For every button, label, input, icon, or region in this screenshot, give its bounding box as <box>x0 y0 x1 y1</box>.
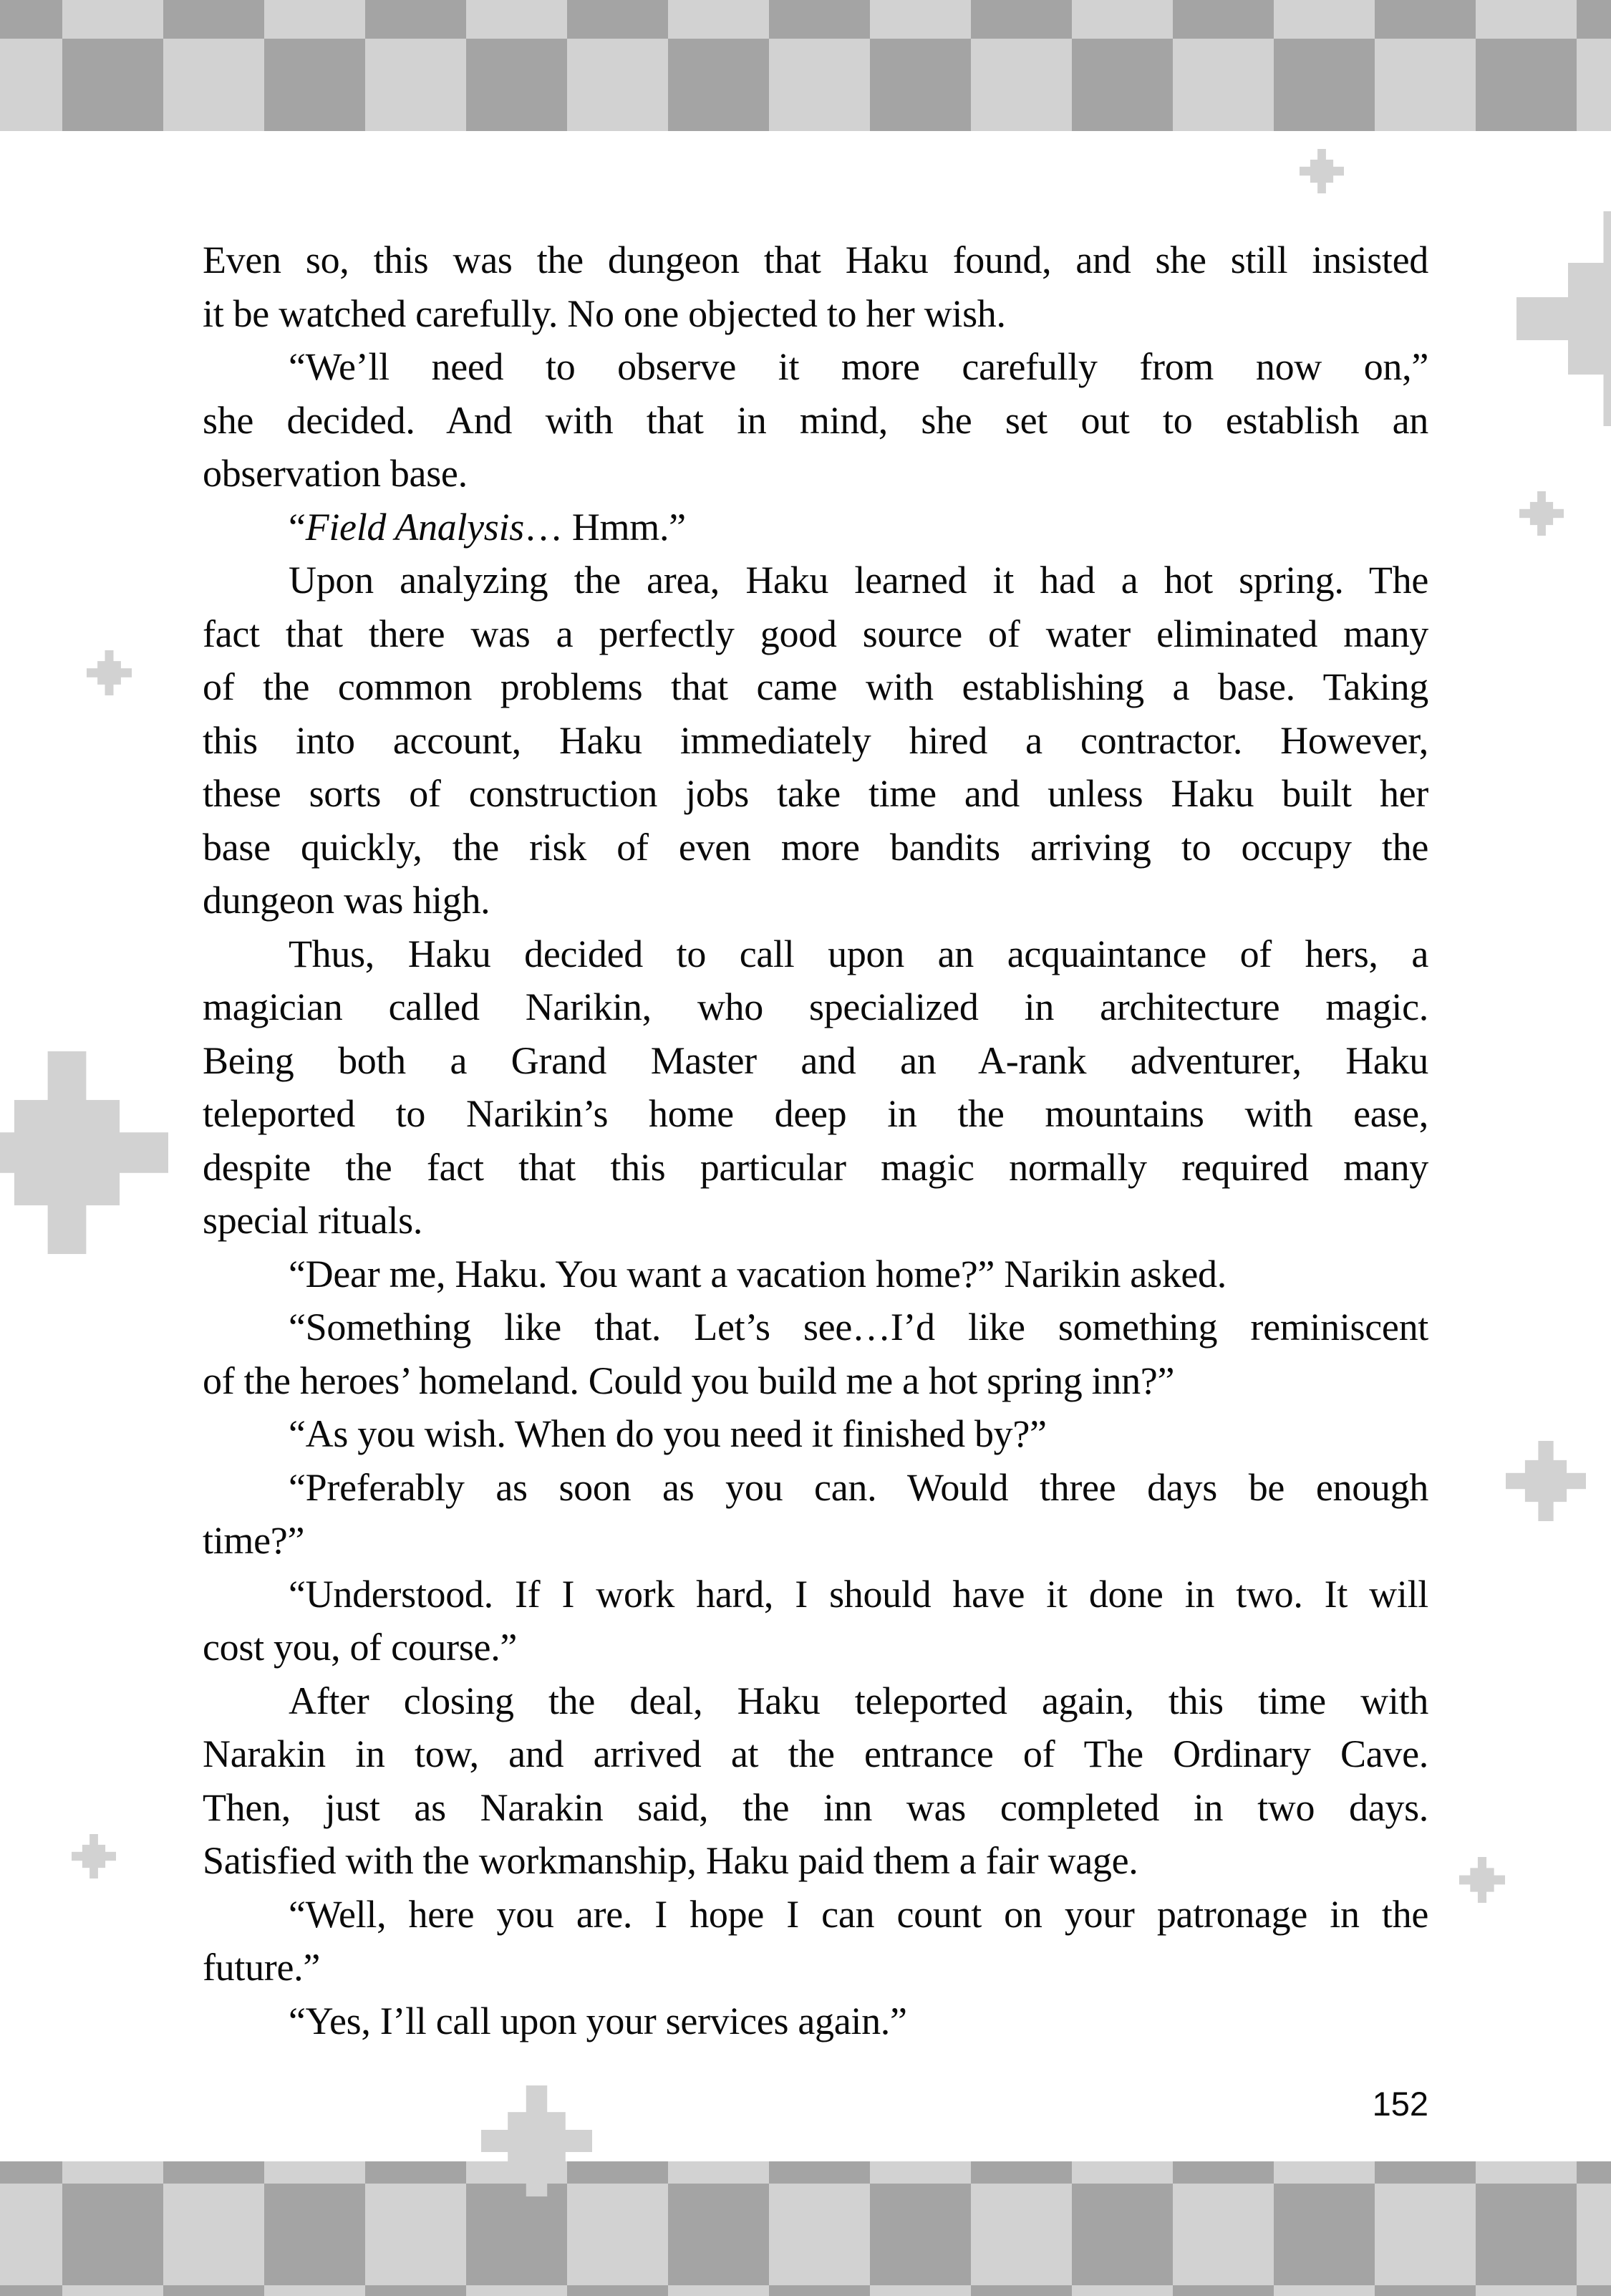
pixel-cross-icon <box>1300 149 1344 193</box>
text-line: After closing the deal, Haku teleported again, this time with <box>289 1679 1428 1722</box>
page-number-row <box>203 2085 1428 2123</box>
page-number: 152 <box>1372 2085 1428 2123</box>
plain-text: “ <box>289 505 306 549</box>
paragraph <box>203 554 1428 927</box>
text-line: Thus, Haku decided to call upon an acquaintance of hers, a <box>289 932 1428 975</box>
paragraph <box>203 1301 1428 1407</box>
body-text <box>203 233 1428 2047</box>
text-line <box>203 501 1428 554</box>
text-line: “Yes, I’ll call upon your services again.” <box>289 1999 907 2042</box>
paragraph <box>203 1407 1428 1461</box>
text-line: Being both a Grand Master and an A-rank adventurer, Haku <box>203 1038 1428 1082</box>
italic-text: Field Analysis <box>305 505 524 549</box>
pixel-cross-icon <box>1506 1441 1586 1521</box>
text-line: these sorts of construction jobs take time and unless Haku built her <box>203 772 1428 815</box>
plain-text: … Hmm.” <box>523 505 686 549</box>
text-line: cost you, of course.” <box>203 1626 518 1669</box>
paragraph <box>203 1888 1428 1994</box>
text-line: observation base. <box>203 452 468 495</box>
paragraph <box>203 1568 1428 1674</box>
text-line: “Preferably as soon as you can. Would three days be enough <box>289 1465 1428 1509</box>
text-line: time?” <box>203 1519 305 1562</box>
paragraph <box>203 1674 1428 1888</box>
text-line: “Something like that. Let’s see…I’d like something reminiscent <box>289 1306 1428 1349</box>
pixel-cross-icon <box>0 1051 168 1254</box>
paragraph <box>203 1248 1428 1301</box>
text-line: special rituals. <box>203 1199 423 1242</box>
text-line: of the heroes’ homeland. Could you build me a hot spring inn?” <box>203 1359 1175 1402</box>
text-line: Narakin in tow, and arrived at the entrance of The Ordinary Cave. <box>203 1732 1428 1775</box>
text-line: Upon analyzing the area, Haku learned it had a hot spring. The <box>289 559 1428 602</box>
text-line: this into account, Haku immediately hired a contractor. However, <box>203 718 1428 762</box>
paragraph <box>203 1994 1428 2048</box>
text-line: of the common problems that came with establishing a base. Taking <box>203 665 1428 708</box>
text-line: base quickly, the risk of even more bandits arriving to occupy the <box>203 825 1428 869</box>
text-line: magician called Narikin, who specialized in architecture magic. <box>203 985 1428 1028</box>
pixel-cross-icon <box>1459 1857 1505 1903</box>
text-line: “As you wish. When do you need it finished by?” <box>289 1412 1047 1455</box>
paragraph <box>203 501 1428 554</box>
text-line: “We’ll need to observe it more carefully from now on,” <box>289 345 1428 388</box>
text-line: she decided. And with that in mind, she set out to establish an <box>203 398 1428 442</box>
text-line: “Understood. If I work hard, I should have it done in two. It will <box>289 1572 1428 1616</box>
text-line: “Well, here you are. I hope I can count on your patronage in the <box>289 1892 1428 1936</box>
paragraph <box>203 233 1428 340</box>
text-line: future.” <box>203 1946 321 1989</box>
pixel-cross-icon <box>1519 491 1564 536</box>
text-line: teleported to Narikin’s home deep in the mountains with ease, <box>203 1092 1428 1135</box>
text-line: Even so, this was the dungeon that Haku found, and she still insisted <box>203 238 1428 281</box>
pixel-cross-icon <box>72 1834 116 1878</box>
text-line: dungeon was high. <box>203 879 490 922</box>
text-line: it be watched carefully. No one objected to her wish. <box>203 291 1006 335</box>
text-line: fact that there was a perfectly good source of water eliminated many <box>203 612 1428 655</box>
pixel-cross-icon <box>1516 211 1611 426</box>
pixel-cross-icon <box>87 650 132 695</box>
text-line: Satisfied with the workmanship, Haku paid them a fair wage. <box>203 1839 1138 1882</box>
text-line: despite the fact that this particular magic normally required many <box>203 1145 1428 1189</box>
text-line: Then, just as Narakin said, the inn was completed in two days. <box>203 1785 1428 1829</box>
paragraph <box>203 340 1428 501</box>
paragraph <box>203 1461 1428 1568</box>
paragraph <box>203 927 1428 1248</box>
text-line: “Dear me, Haku. You want a vacation home?” Narikin asked. <box>289 1252 1227 1296</box>
